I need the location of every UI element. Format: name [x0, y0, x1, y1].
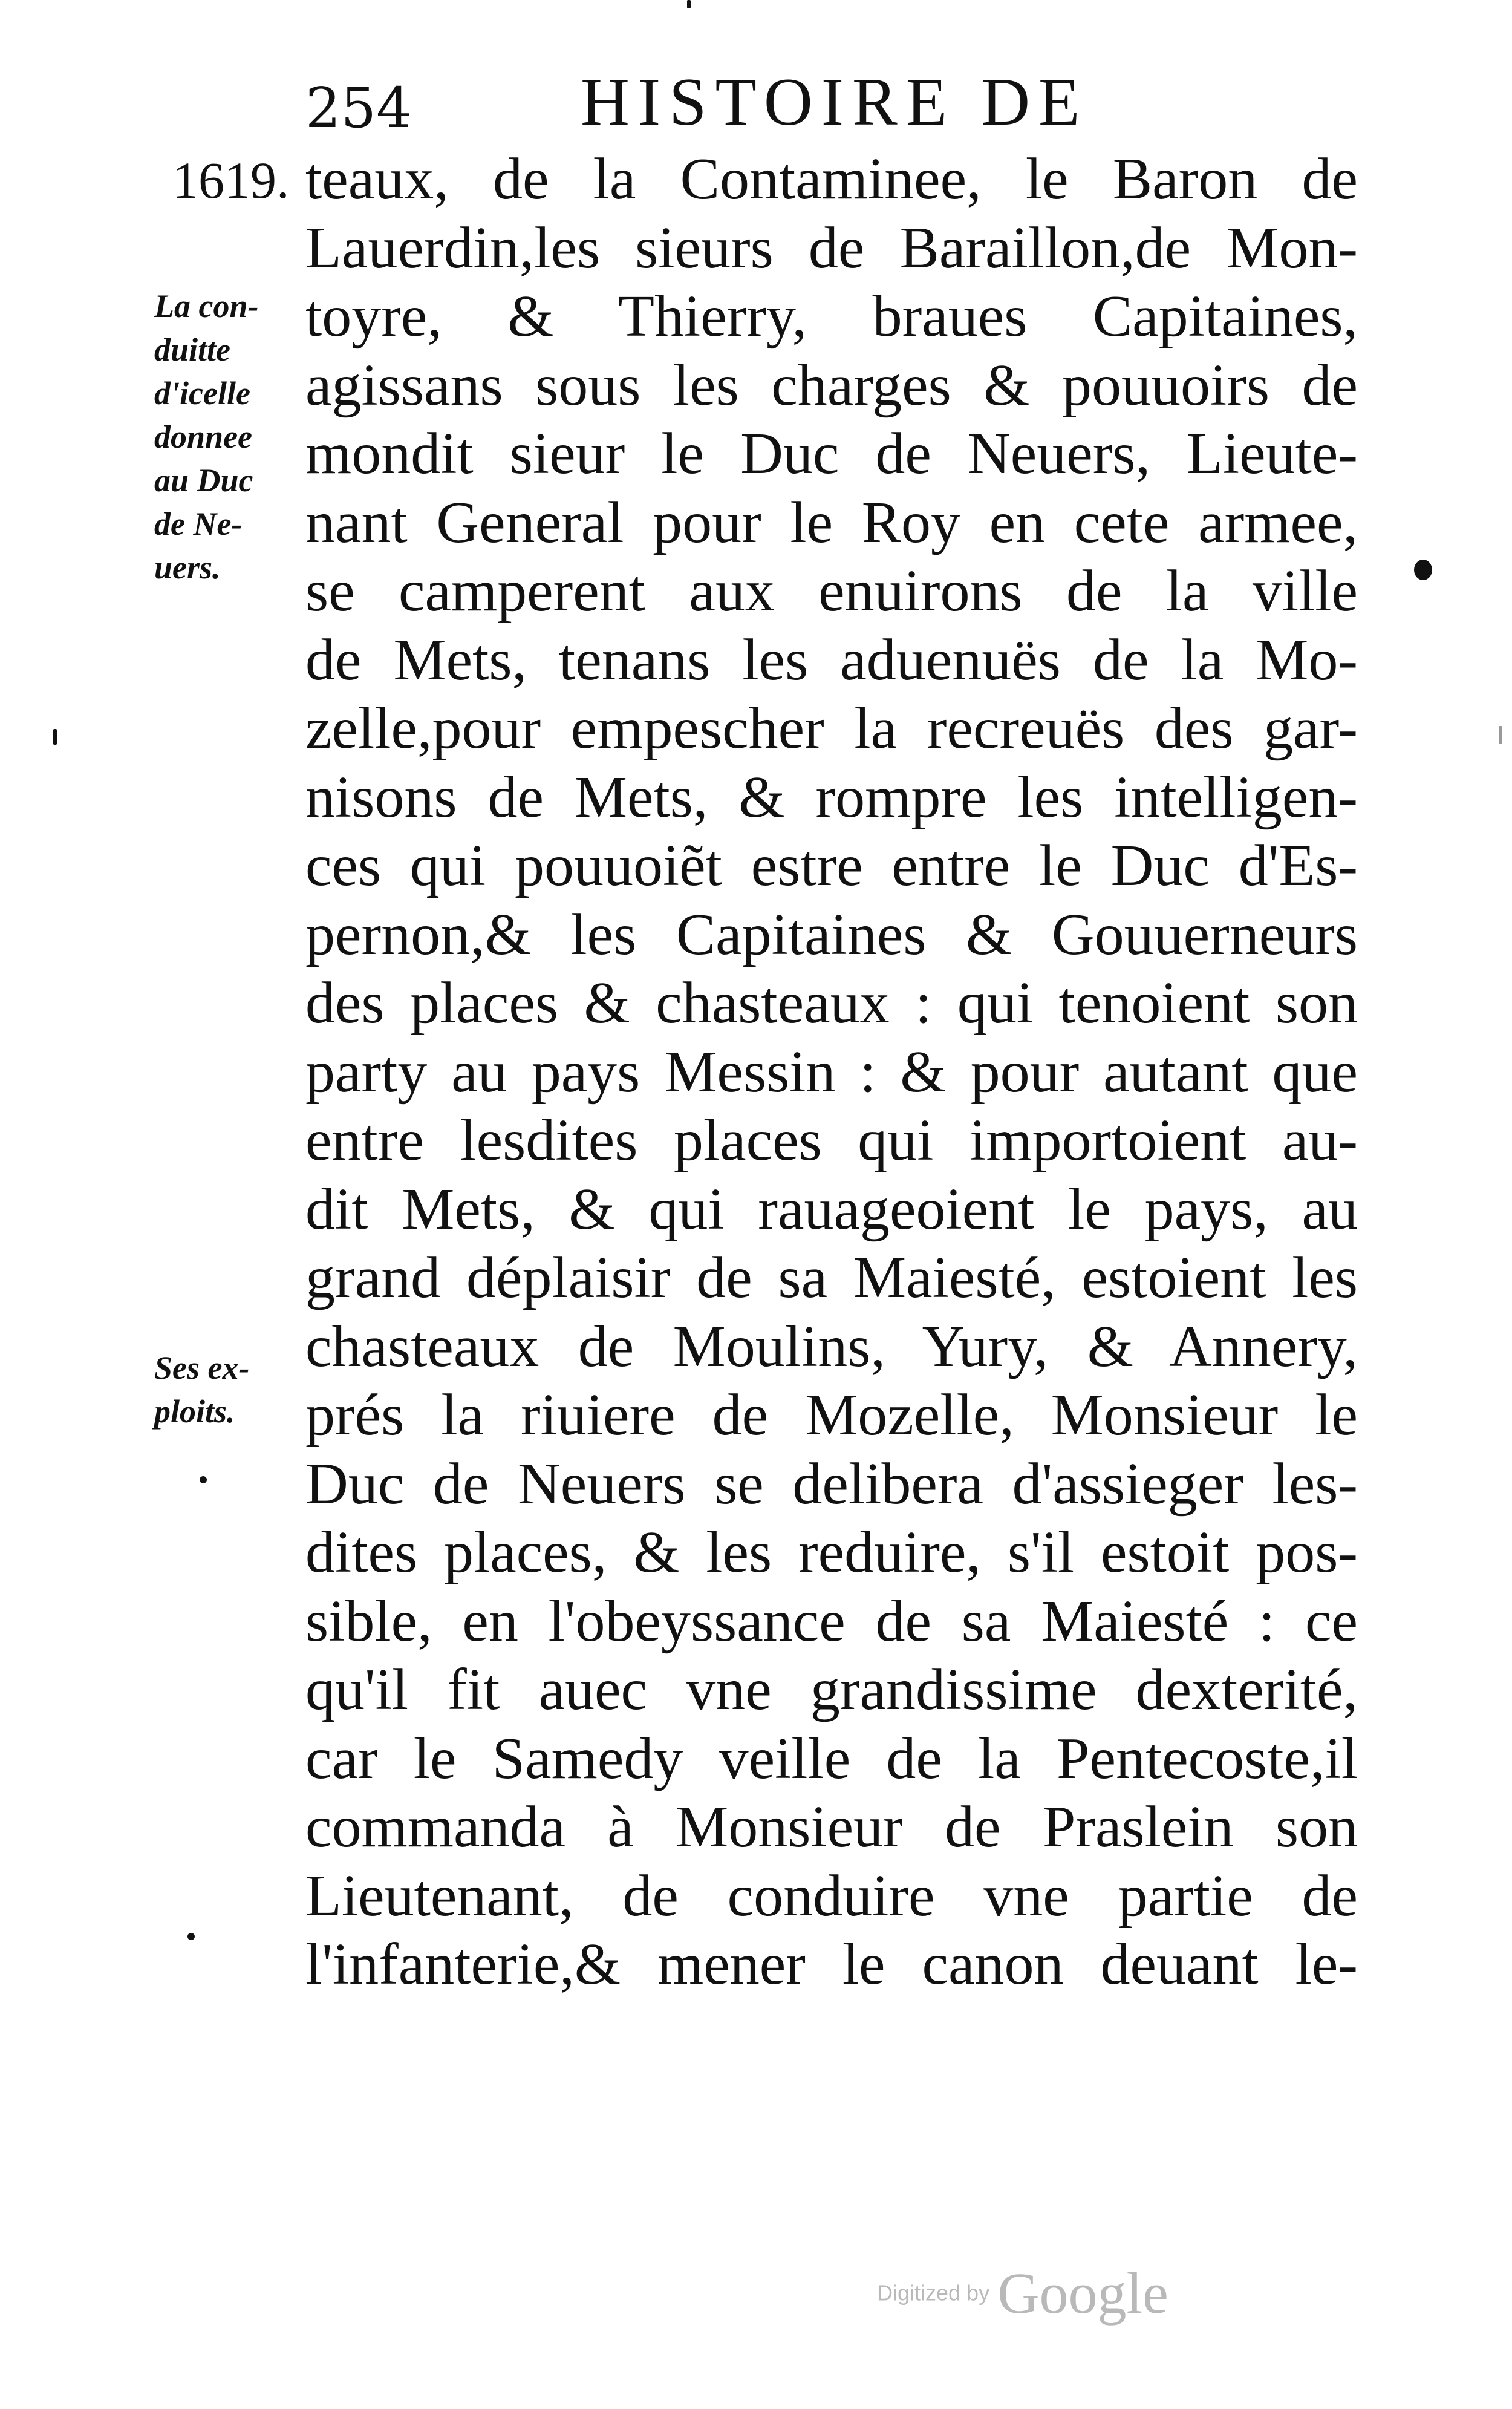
margin-note-line: Ses ex-: [154, 1350, 250, 1386]
margin-note-line: d'icelle: [154, 375, 250, 411]
text-line: entre lesdites places qui importoient au-: [305, 1108, 1358, 1173]
text-line: dites places, & les reduire, s'il estoit pos-: [305, 1520, 1358, 1585]
text-line: nant General pour le Roy en cete armee,: [305, 489, 1358, 555]
text-line: teaux, de la Contaminee, le Baron de: [305, 146, 1358, 212]
digitized-watermark: [877, 2260, 1168, 2327]
margin-note-line: uers.: [154, 549, 221, 586]
margin-note-exploits: [154, 1346, 249, 1433]
text-line: ces qui pouuoiẽt estre entre le Duc d'Es-: [305, 833, 1358, 898]
text-line: dit Mets, & qui rauageoient le pays, au: [305, 1176, 1358, 1242]
page-header: [305, 64, 1334, 142]
margin-note-line: au Duc: [154, 462, 253, 498]
ink-speck: [200, 1476, 207, 1483]
ink-speck: [687, 0, 691, 8]
margin-note-line: ploits.: [154, 1393, 235, 1430]
ink-speck: [53, 729, 57, 745]
text-line: mondit sieur le Duc de Neuers, Lieute-: [305, 421, 1358, 486]
text-line: toyre, & Thierry, braues Capitaines,: [305, 284, 1358, 349]
google-logo: Google: [997, 2261, 1168, 2326]
text-line: car le Samedy veille de la Pentecoste,il: [305, 1725, 1358, 1791]
text-line: Lieutenant, de conduire vne partie de: [305, 1863, 1358, 1929]
margin-note-conduct: [154, 284, 258, 589]
ink-speck: [1499, 726, 1502, 744]
text-line: pernon,& les Capitaines & Gouuerneurs: [305, 901, 1358, 967]
text-line: se camperent aux enuirons de la ville: [305, 558, 1358, 624]
text-line: party au pays Messin : & pour autant que: [305, 1039, 1358, 1105]
margin-note-line: donnee: [154, 419, 252, 455]
text-line: zelle,pour empescher la recreuës des gar-: [305, 696, 1358, 761]
text-line: des places & chasteaux : qui tenoient son: [305, 970, 1358, 1036]
text-line: chasteaux de Moulins, Yury, & Annery,: [305, 1313, 1358, 1379]
ink-speck: [187, 1933, 195, 1940]
margin-year: 1619.: [172, 151, 290, 209]
text-line: commanda à Monsieur de Praslein son: [305, 1794, 1358, 1860]
text-line: sible, en l'obeyssance de sa Maiesté : ce: [305, 1588, 1358, 1654]
running-title: HISTOIRE DE: [581, 65, 1089, 140]
text-line: l'infanterie,& mener le canon deuant le-: [305, 1932, 1358, 1997]
text-line: grand déplaisir de sa Maiesté, estoient les: [305, 1245, 1358, 1310]
text-line: nisons de Mets, & rompre les intelligen-: [305, 764, 1358, 830]
ink-speck: [1414, 560, 1432, 580]
watermark-prefix: Digitized by: [877, 2280, 990, 2306]
text-line: Duc de Neuers se delibera d'assieger les-: [305, 1451, 1358, 1517]
page-number: 254: [305, 76, 412, 140]
text-line: agissans sous les charges & pouuoirs de: [305, 352, 1358, 418]
text-line: prés la riuiere de Mozelle, Monsieur le: [305, 1382, 1358, 1448]
text-line: Lauerdin,les sieurs de Baraillon,de Mon-: [305, 215, 1358, 281]
body-text: [305, 145, 1358, 1999]
text-line: de Mets, tenans les aduenuës de la Mo-: [305, 627, 1358, 693]
margin-note-line: duitte: [154, 332, 231, 368]
text-line: qu'il fit auec vne grandissime dexterité,: [305, 1657, 1358, 1722]
margin-note-line: La con-: [154, 288, 259, 324]
margin-note-line: de Ne-: [154, 506, 243, 542]
